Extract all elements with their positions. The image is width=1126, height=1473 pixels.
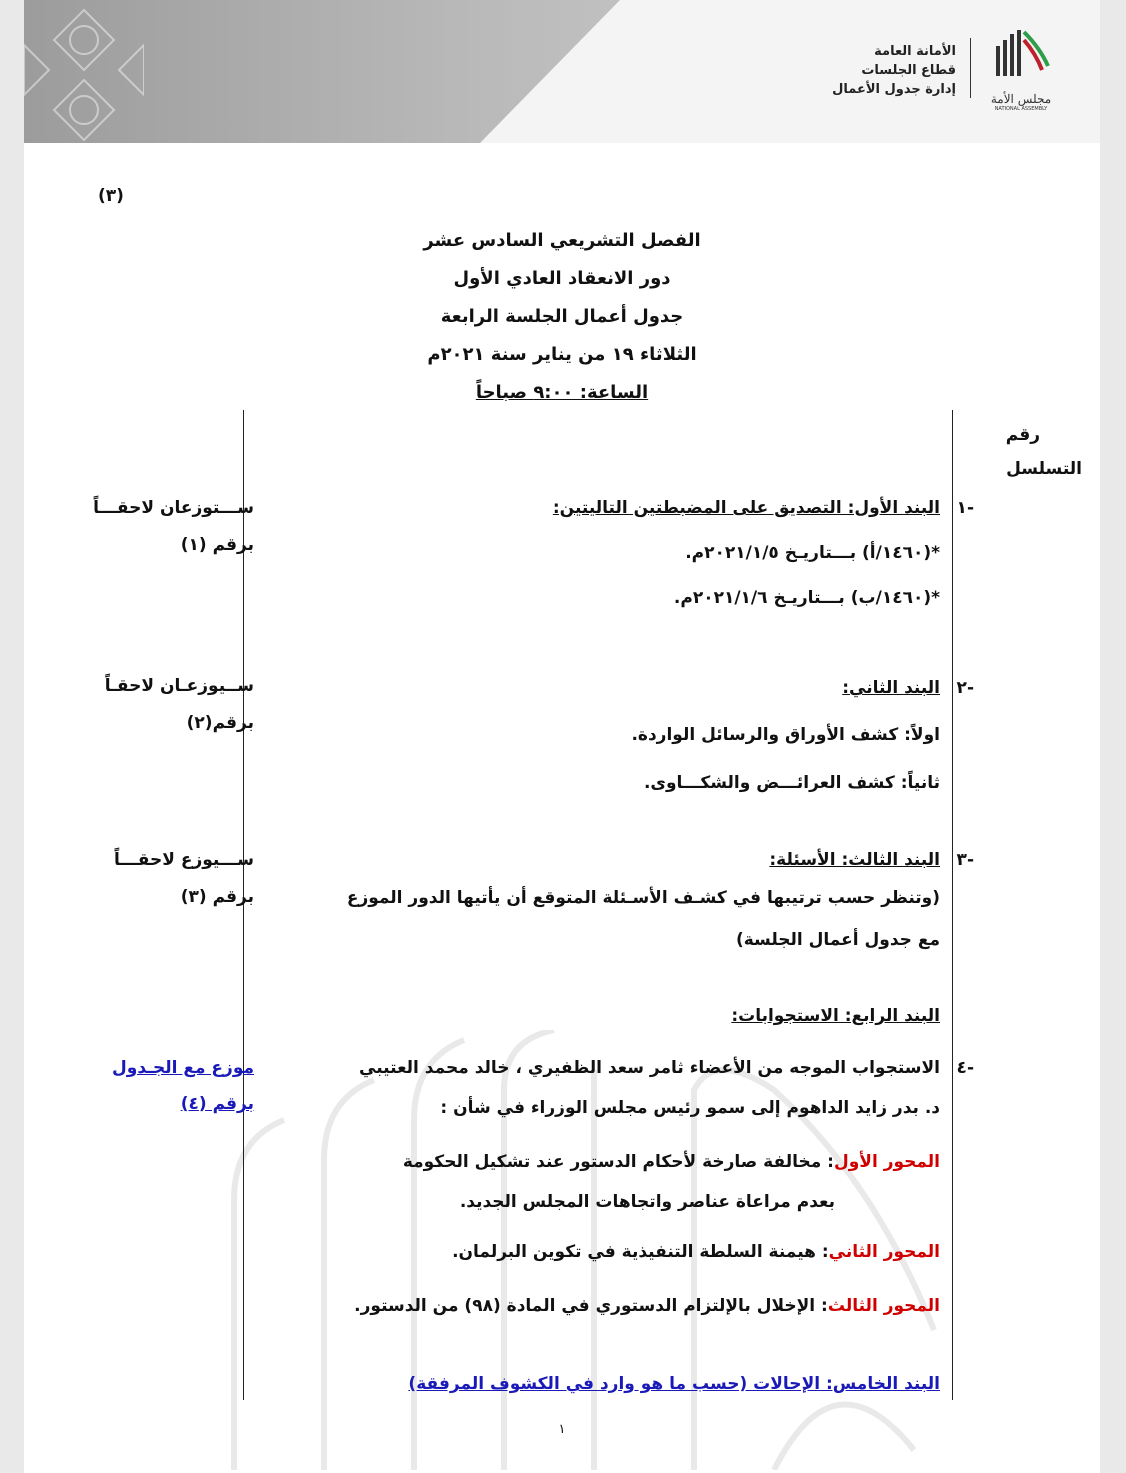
axis-1-text: : مخالفة صارخة لأحكام الدستور عند تشكيل الحكومة bbox=[402, 1152, 834, 1172]
item-3-note-line-1: (وتنظر حسب ترتيبها في كشـف الأسـئلة المتوقع أن يأتيها الدور الموزع bbox=[346, 888, 940, 908]
item-1-title: البند الأول: التصديق على المضبطتين التاليتين: bbox=[552, 498, 940, 518]
header-banner bbox=[24, 0, 1100, 143]
logo-separator bbox=[970, 38, 971, 98]
document-page bbox=[24, 0, 1100, 1473]
logo-emblem-icon bbox=[990, 28, 1052, 88]
interpellation-line-1: الاستجواب الموجه من الأعضاء ثامر سعد الظفيري ، خالد محمد العتيبي bbox=[359, 1058, 940, 1078]
item-2-second: ثانياً: كشف العرائـــض والشكـــاوى. bbox=[643, 773, 940, 793]
serial-header-line-2: التسلسل bbox=[1006, 459, 1082, 479]
axis-1-text-cont: بعدم مراعاة عناصر واتجاهات المجلس الجديد. bbox=[459, 1192, 835, 1212]
item-4-number: -٤ bbox=[956, 1058, 974, 1078]
serial-header-line-1: رقم bbox=[1005, 425, 1040, 445]
item-1-note: ســـتوزعان لاحقـــاً bbox=[93, 498, 254, 518]
item-3-note: ســـيوزع لاحقـــاً bbox=[113, 850, 254, 870]
axis-2 bbox=[452, 1242, 940, 1262]
item-1-number: -١ bbox=[956, 498, 974, 518]
header-line-2: قطاع الجلسات bbox=[861, 63, 956, 78]
serial-column-header bbox=[1005, 418, 1082, 486]
column-divider-right bbox=[952, 410, 953, 1400]
header-line-1: الأمانة العامة bbox=[874, 44, 956, 59]
item-4-note[interactable]: موزع مع الجـدول bbox=[112, 1058, 254, 1078]
geometric-pattern bbox=[24, 0, 144, 143]
header-line-3: إدارة جدول الأعمال bbox=[832, 82, 956, 97]
item-3-number: -٣ bbox=[956, 850, 974, 870]
item-3-title: البند الثالث: الأسئلة: bbox=[769, 850, 940, 870]
axis-3-label: المحور الثالث bbox=[827, 1296, 940, 1316]
title-date: الثلاثاء ١٩ من يناير سنة ٢٠٢١م bbox=[427, 344, 697, 365]
item-2-note-number: برقم(٢) bbox=[186, 713, 254, 733]
title-agenda: جدول أعمال الجلسة الرابعة bbox=[440, 306, 684, 327]
item-4-title: البند الرابع: الاستجوابات: bbox=[731, 1006, 940, 1026]
item-2-number: -٢ bbox=[956, 678, 974, 698]
axis-1-label: المحور الأول bbox=[833, 1152, 940, 1172]
title-term: الفصل التشريعي السادس عشر bbox=[423, 230, 701, 251]
national-assembly-logo bbox=[990, 28, 1052, 118]
item-1-note-number: برقم (١) bbox=[180, 535, 254, 555]
item-2-title: البند الثاني: bbox=[842, 678, 940, 698]
document-titles bbox=[24, 222, 1100, 412]
item-2-note: ســيوزعـان لاحقـاً bbox=[104, 676, 254, 696]
item-1-minutes-b: *(١٤٦٠/ب) بـــتاريـخ ٢٠٢١/١/٦م. bbox=[673, 588, 940, 608]
title-time: الساعة: ٩:٠٠ صباحاً bbox=[475, 382, 649, 403]
title-session: دور الانعقاد العادي الأول bbox=[453, 268, 671, 289]
axis-2-text: : هيمنة السلطة التنفيذية في تكوين البرلمان. bbox=[452, 1242, 829, 1262]
logo-caption: NATIONAL ASSEMBLY bbox=[994, 106, 1048, 112]
item-5-title[interactable]: البند الخامس: الإحالات (حسب ما هو وارد في الكشوف المرفقة) bbox=[408, 1374, 940, 1394]
axis-1 bbox=[403, 1152, 940, 1172]
page-marker: (٣) bbox=[98, 186, 124, 206]
logo-text: مجلس الأمة bbox=[990, 92, 1052, 106]
axis-2-label: المحور الثاني bbox=[828, 1242, 940, 1262]
axis-3-text: : الإخلال بالإلتزام الدستوري في المادة (٩٨) من الدستور. bbox=[354, 1296, 828, 1316]
header-text bbox=[832, 42, 956, 99]
item-3-note-line-2: مع جدول أعمال الجلسة) bbox=[735, 930, 940, 950]
item-2-first: اولاً: كشف الأوراق والرسائل الواردة. bbox=[631, 725, 940, 745]
item-3-note-number: برقم (٣) bbox=[180, 887, 254, 907]
axis-3 bbox=[354, 1296, 940, 1316]
item-1-minutes-a: *(١٤٦٠/أ) بـــتاريـخ ٢٠٢١/١/٥م. bbox=[685, 543, 940, 563]
interpellation-line-2: د. بدر زايد الداهوم إلى سمو رئيس مجلس الوزراء في شأن : bbox=[440, 1098, 940, 1118]
footer-page-number: ١ bbox=[558, 1422, 566, 1437]
item-4-note-number[interactable]: برقم (٤) bbox=[180, 1094, 254, 1114]
